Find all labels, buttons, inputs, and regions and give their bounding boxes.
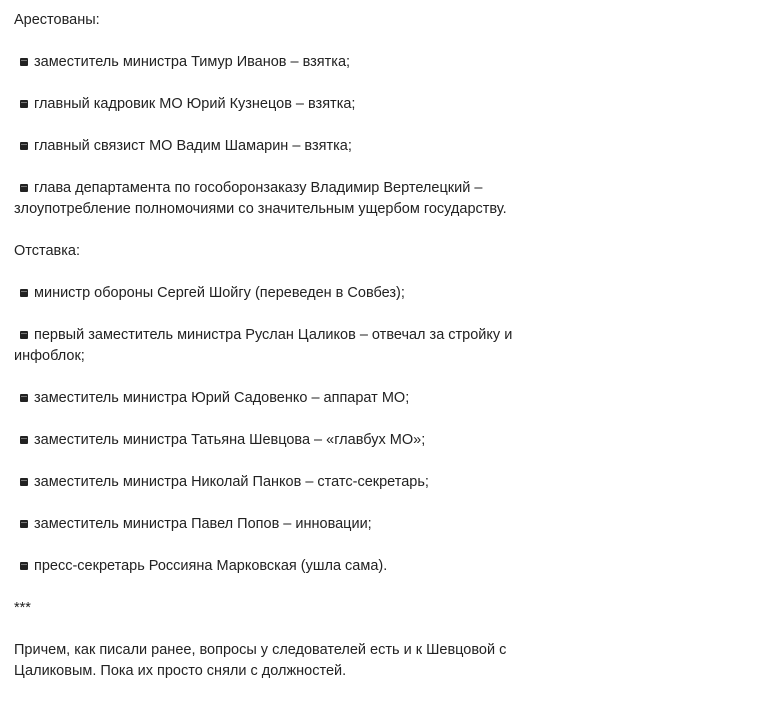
post-body <box>14 10 534 703</box>
arrested-heading: Арестованы: <box>14 12 100 28</box>
list-item <box>14 556 534 577</box>
black-square-bullet-icon <box>19 330 29 340</box>
black-square-bullet-icon <box>19 183 29 193</box>
list-item <box>14 472 534 493</box>
list-item-text: глава департамента по гособоронзаказу Владимир Вертелецкий – злоупотребление полномочиями со значительным ущербом государству. <box>14 180 507 217</box>
list-item-text: первый заместитель министра Руслан Цаликов – отвечал за стройку и инфоблок; <box>14 327 513 364</box>
list-item <box>14 388 534 409</box>
black-square-bullet-icon <box>19 561 29 571</box>
list-item-text: главный кадровик МО Юрий Кузнецов – взятка; <box>34 96 356 112</box>
list-item <box>14 514 534 535</box>
black-square-bullet-icon <box>19 57 29 67</box>
list-item <box>14 283 534 304</box>
black-square-bullet-icon <box>19 141 29 151</box>
resigned-heading: Отставка: <box>14 243 81 259</box>
list-item <box>14 136 534 157</box>
black-square-bullet-icon <box>19 288 29 298</box>
list-item-text: пресс-секретарь Россияна Марковская (ушла сама). <box>34 558 388 574</box>
black-square-bullet-icon <box>19 393 29 403</box>
list-item <box>14 430 534 451</box>
list-item <box>14 52 534 73</box>
list-item-text: заместитель министра Николай Панков – статс-секретарь; <box>34 474 429 490</box>
list-item <box>14 94 534 115</box>
closing-paragraph: Причем, как писали ранее, вопросы у следователей есть и к Шевцовой с Цаликовым. Пока их просто сняли с должностей. <box>14 642 507 679</box>
black-square-bullet-icon <box>19 477 29 487</box>
list-item-text: заместитель министра Павел Попов – инновации; <box>34 516 372 532</box>
list-item <box>14 178 534 220</box>
list-item <box>14 325 534 367</box>
list-item-text: главный связист МО Вадим Шамарин – взятка; <box>34 138 352 154</box>
black-square-bullet-icon <box>19 519 29 529</box>
separator: *** <box>14 600 31 616</box>
list-item-text: министр обороны Сергей Шойгу (переведен в Совбез); <box>34 285 405 301</box>
black-square-bullet-icon <box>19 99 29 109</box>
list-item-text: заместитель министра Юрий Садовенко – аппарат МО; <box>34 390 410 406</box>
list-item-text: заместитель министра Тимур Иванов – взятка; <box>34 54 351 70</box>
list-item-text: заместитель министра Татьяна Шевцова – «главбух МО»; <box>34 432 426 448</box>
black-square-bullet-icon <box>19 435 29 445</box>
